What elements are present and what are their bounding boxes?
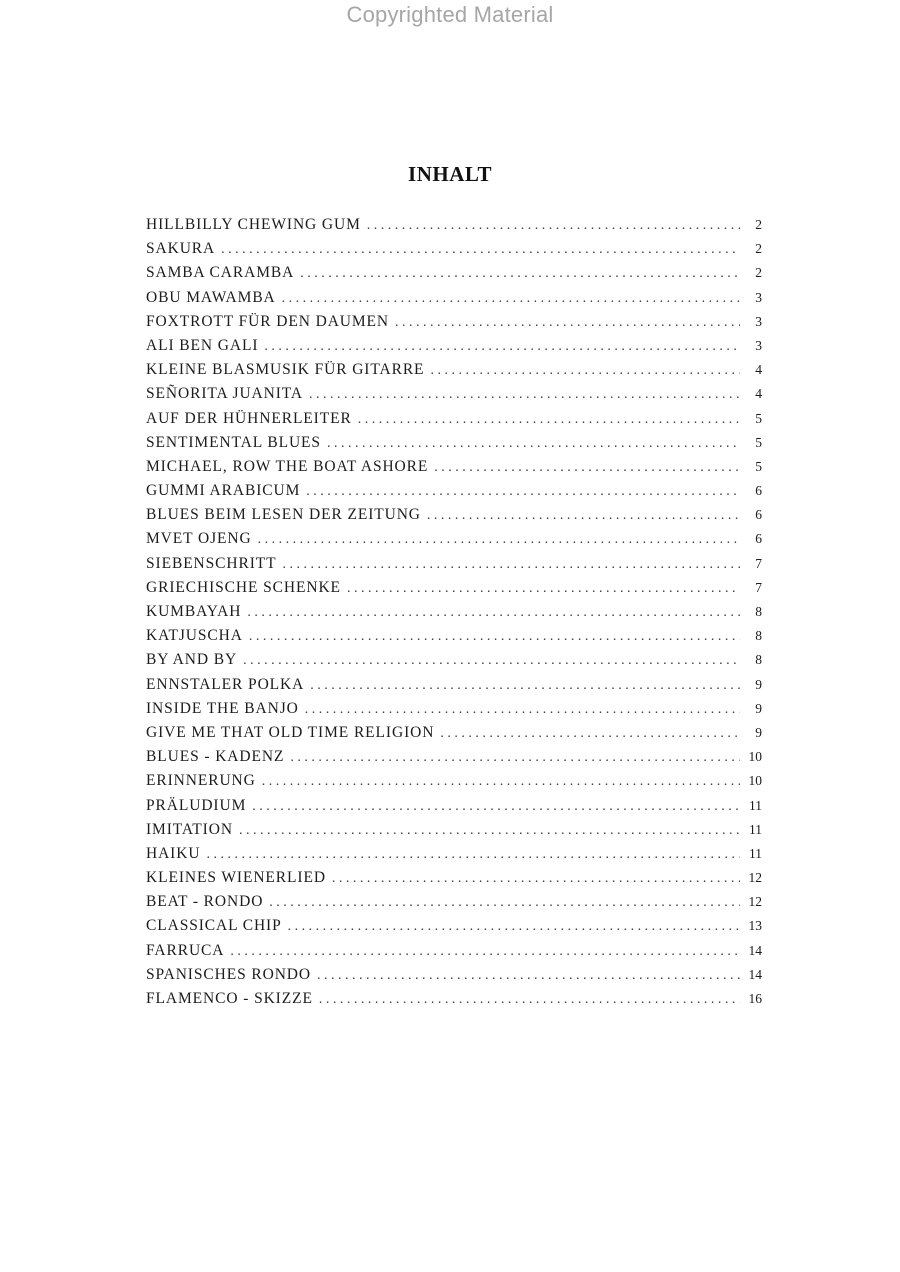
toc-dot-leader	[282, 286, 740, 310]
toc-entry	[146, 600, 762, 624]
toc-entry-page: 3	[755, 313, 762, 329]
toc-entry	[146, 963, 762, 987]
toc-dot-leader	[327, 431, 740, 455]
toc-entry	[146, 745, 762, 769]
toc-entry-page: 8	[755, 628, 762, 644]
toc-dot-leader	[358, 407, 740, 431]
toc-entry-title: BY AND BY	[146, 651, 238, 669]
toc-dot-leader	[290, 745, 740, 769]
toc-dot-leader	[262, 769, 740, 793]
toc-entry	[146, 818, 762, 842]
toc-entry	[146, 237, 762, 261]
toc-entry	[146, 552, 762, 576]
toc-dot-leader	[221, 237, 740, 261]
toc-dot-leader	[206, 842, 740, 866]
toc-entry	[146, 673, 762, 697]
toc-entry-title: AUF DER HÜHNERLEITER	[146, 409, 352, 427]
toc-dot-leader	[264, 334, 740, 358]
toc-entry-title: ERINNERUNG	[146, 772, 256, 790]
toc-dot-leader	[427, 503, 740, 527]
toc-entry-title: SEÑORITA JUANITA	[146, 385, 304, 403]
toc-entry-page: 12	[748, 894, 762, 910]
toc-entry-title: FLAMENCO - SKIZZE	[146, 990, 313, 1007]
toc-entry-title: GUMMI ARABICUM	[146, 482, 301, 500]
toc-entry-page: 6	[755, 531, 762, 547]
toc-entry	[146, 842, 762, 866]
toc-entry-page: 7	[755, 579, 762, 595]
toc-entry-title: OBU MAWAMBA	[146, 288, 276, 306]
toc-entry	[146, 914, 762, 938]
toc-dot-leader	[395, 310, 740, 334]
toc-dot-leader	[434, 455, 740, 479]
toc-entry	[146, 794, 762, 818]
toc-dot-leader	[317, 963, 740, 987]
toc-entry	[146, 261, 762, 285]
toc-entry-page: 12	[748, 870, 762, 886]
toc-entry-title: HAIKU	[146, 844, 201, 862]
toc-entry-page: 6	[755, 483, 762, 499]
toc-entry-title: FARRUCA	[146, 941, 225, 959]
toc-entry-title: ENNSTALER POLKA	[146, 675, 305, 693]
toc-entry-title: FOXTROTT FÜR DEN DAUMEN	[146, 312, 390, 330]
toc-entry-title: BLUES BEIM LESEN DER ZEITUNG	[146, 506, 421, 524]
toc-entry-title: KUMBAYAH	[146, 603, 242, 620]
toc-entry	[146, 431, 762, 455]
toc-dot-leader	[283, 552, 740, 576]
toc-entry-page: 8	[755, 652, 762, 668]
toc-dot-leader	[249, 624, 740, 648]
toc-entry-title: MICHAEL, ROW THE BOAT ASHORE	[146, 457, 429, 475]
toc-entry-title: BEAT - RONDO	[146, 893, 264, 911]
toc-entry-title: GIVE ME THAT OLD TIME RELIGION	[146, 723, 435, 741]
toc-entry	[146, 648, 762, 672]
toc-entry	[146, 455, 762, 479]
toc-entry-page: 2	[755, 265, 762, 281]
toc-entry-title: GRIECHISCHE SCHENKE	[146, 578, 341, 596]
toc-entry	[146, 382, 762, 406]
toc-entry-page: 10	[748, 773, 762, 789]
toc-dot-leader	[430, 358, 740, 382]
toc-entry-page: 9	[755, 676, 762, 692]
toc-entry	[146, 286, 762, 310]
toc-entry-page: 5	[755, 434, 762, 450]
toc-entry-page: 5	[755, 458, 762, 474]
toc-entry	[146, 987, 762, 1011]
toc-entry-title: INSIDE THE BANJO	[146, 699, 299, 717]
toc-entry-title: BLUES - KADENZ	[146, 748, 285, 766]
toc-entry	[146, 334, 762, 358]
toc-entry	[146, 479, 762, 503]
toc-entry-title: MVET OJENG	[146, 530, 252, 548]
toc-dot-leader	[300, 261, 740, 285]
toc-dot-leader	[367, 213, 740, 237]
toc-entry	[146, 939, 762, 963]
toc-dot-leader	[347, 576, 740, 600]
toc-entry-title: CLASSICAL CHIP	[146, 917, 282, 935]
toc-entry-page: 6	[755, 507, 762, 523]
toc-dot-leader	[309, 382, 740, 406]
toc-entry-page: 11	[749, 845, 762, 861]
toc-entry-page: 13	[748, 918, 762, 934]
toc-entry-page: 9	[755, 700, 762, 716]
toc-entry-title: KATJUSCHA	[146, 627, 243, 645]
toc-entry	[146, 310, 762, 334]
toc-entry-page: 10	[748, 749, 762, 765]
toc-entry	[146, 721, 762, 745]
toc-dot-leader	[305, 697, 740, 721]
toc-entry	[146, 576, 762, 600]
copyright-watermark: Copyrighted Material	[346, 2, 554, 27]
toc-entry-title: IMITATION	[146, 820, 233, 838]
toc-entry	[146, 769, 762, 793]
toc-entry-title: SAKURA	[146, 240, 216, 258]
toc-entry	[146, 503, 762, 527]
toc-entry-page: 5	[755, 410, 762, 426]
toc-entry-page: 4	[755, 362, 762, 378]
page-title: INHALT	[408, 162, 492, 186]
toc-entry	[146, 697, 762, 721]
toc-dot-leader	[269, 890, 740, 914]
toc-entry	[146, 213, 762, 237]
toc-dot-leader	[230, 939, 740, 963]
toc-entry-page: 9	[755, 724, 762, 740]
toc-entry-page: 14	[748, 942, 762, 958]
toc-dot-leader	[332, 866, 740, 890]
toc-dot-leader	[440, 721, 740, 745]
toc-dot-leader	[306, 479, 740, 503]
toc-entry-page: 11	[749, 797, 762, 813]
toc-entry-page: 14	[748, 966, 762, 982]
toc-entry	[146, 407, 762, 431]
toc-dot-leader	[243, 648, 740, 672]
toc-entry-title: HILLBILLY CHEWING GUM	[146, 216, 361, 233]
toc-entry	[146, 358, 762, 382]
toc-entry-title: SAMBA CARAMBA	[146, 264, 295, 282]
toc-dot-leader	[252, 794, 740, 818]
toc-entry-page: 3	[755, 289, 762, 305]
toc-entry-title: KLEINES WIENERLIED	[146, 869, 326, 887]
table-of-contents	[146, 213, 762, 1011]
toc-dot-leader	[239, 818, 740, 842]
toc-entry-title: ALI BEN GALI	[146, 336, 259, 354]
toc-dot-leader	[319, 987, 740, 1011]
toc-entry-page: 8	[755, 604, 762, 619]
toc-dot-leader	[258, 527, 740, 551]
toc-entry-title: PRÄLUDIUM	[146, 796, 247, 814]
toc-entry-page: 4	[755, 386, 762, 402]
toc-dot-leader	[288, 914, 740, 938]
toc-entry-page: 2	[755, 217, 762, 232]
toc-entry-page: 16	[748, 991, 762, 1006]
toc-entry-title: SIEBENSCHRITT	[146, 554, 277, 572]
toc-entry-page: 3	[755, 337, 762, 353]
toc-entry-title: KLEINE BLASMUSIK FÜR GITARRE	[146, 361, 425, 379]
toc-entry	[146, 890, 762, 914]
toc-entry	[146, 624, 762, 648]
toc-entry-title: SPANISCHES RONDO	[146, 965, 311, 983]
toc-entry-page: 7	[755, 555, 762, 571]
toc-entry	[146, 527, 762, 551]
toc-dot-leader	[247, 600, 740, 624]
toc-dot-leader	[310, 673, 740, 697]
toc-entry-title: SENTIMENTAL BLUES	[146, 433, 321, 451]
toc-entry	[146, 866, 762, 890]
toc-entry-page: 2	[755, 241, 762, 257]
toc-entry-page: 11	[749, 821, 762, 837]
